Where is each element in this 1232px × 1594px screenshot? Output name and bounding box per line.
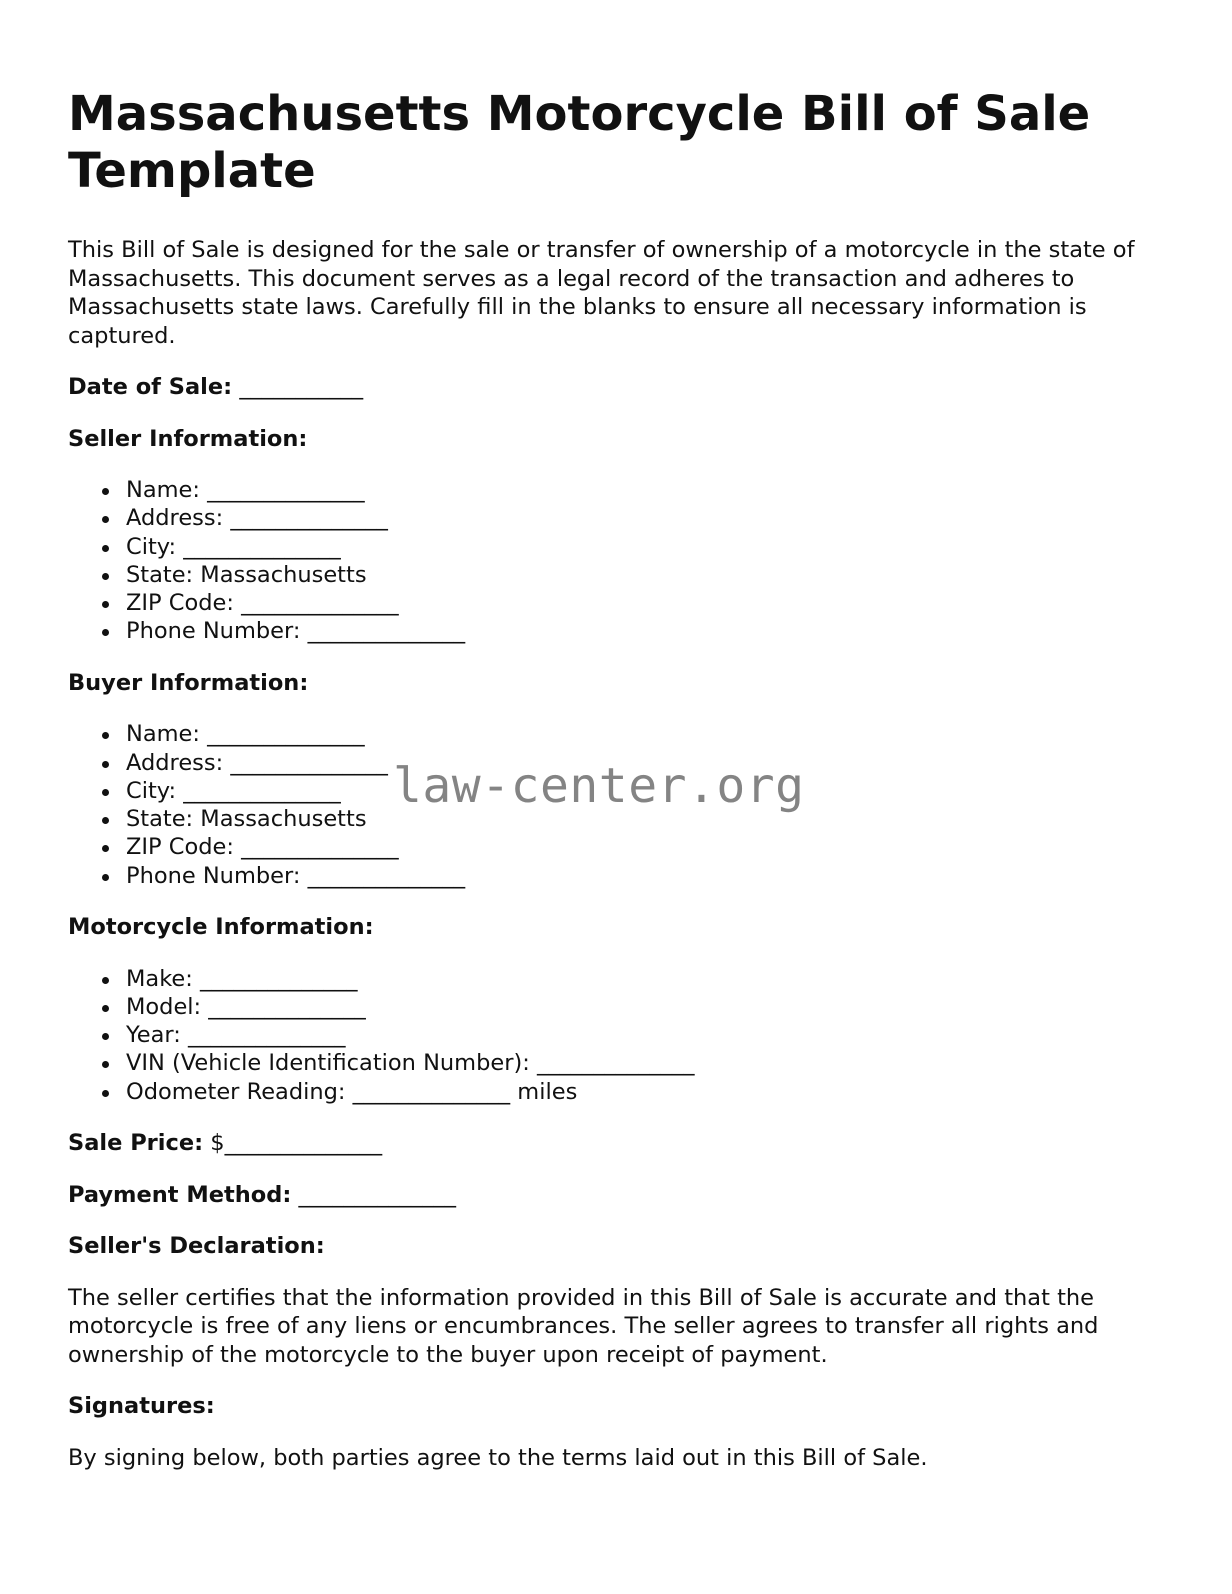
- motorcycle-list: [68, 965, 1168, 1106]
- declaration-paragraph: The seller certifies that the information provided in this Bill of Sale is accurate and that the motorcycle is free of any liens or encumbrances. The seller agrees to transfer all rights and ownership of the motorcycle to the buyer upon receipt of payment.: [68, 1284, 1099, 1368]
- seller-state-item: State: Massachusetts: [126, 561, 1168, 589]
- seller-heading: Seller Information:: [68, 425, 308, 452]
- sale-price-label: Sale Price:: [68, 1130, 204, 1157]
- seller-list: [68, 476, 1168, 646]
- payment-method-line: [68, 1181, 1168, 1210]
- seller-zip-item: ZIP Code: ______________: [126, 589, 1168, 617]
- seller-city-item: City: ______________: [126, 533, 1168, 561]
- intro-paragraph: This Bill of Sale is designed for the sale or transfer of ownership of a motorcycle in the state of Massachusetts. This document serves as a legal record of the transaction and adheres to Massachusetts state laws. Carefully fill in the blanks to ensure all necessary information is captured.: [68, 237, 1135, 349]
- seller-phone-item: Phone Number: ______________: [126, 617, 1168, 645]
- date-of-sale-blank: ___________: [239, 374, 364, 400]
- buyer-name-item: Name: ______________: [126, 720, 1168, 748]
- motorcycle-model-item: Model: ______________: [126, 993, 1168, 1021]
- motorcycle-heading: Motorcycle Information:: [68, 914, 374, 941]
- motorcycle-odometer-item: Odometer Reading: ______________ miles: [126, 1078, 1168, 1106]
- seller-name-item: Name: ______________: [126, 476, 1168, 504]
- signatures-heading: Signatures:: [68, 1393, 215, 1420]
- sale-price-line: [68, 1129, 1168, 1158]
- buyer-heading: Buyer Information:: [68, 669, 309, 696]
- watermark-text: law-center.org: [393, 758, 805, 814]
- payment-method-label: Payment Method:: [68, 1181, 292, 1208]
- buyer-state-item: State: Massachusetts: [126, 805, 1168, 833]
- buyer-phone-item: Phone Number: ______________: [126, 862, 1168, 890]
- buyer-address-item: Address: ______________: [126, 749, 1168, 777]
- motorcycle-year-item: Year: ______________: [126, 1021, 1168, 1049]
- payment-method-blank: ______________: [298, 1181, 456, 1208]
- declaration-heading: Seller's Declaration:: [68, 1233, 325, 1260]
- page-title: Massachusetts Motorcycle Bill of Sale Template: [68, 86, 1091, 199]
- date-of-sale-label: Date of Sale:: [68, 374, 233, 400]
- motorcycle-make-item: Make: ______________: [126, 965, 1168, 993]
- date-of-sale-line: [68, 373, 1168, 402]
- buyer-zip-item: ZIP Code: ______________: [126, 833, 1168, 861]
- seller-address-item: Address: ______________: [126, 504, 1168, 532]
- motorcycle-vin-item: VIN (Vehicle Identification Number): ______________: [126, 1049, 1168, 1077]
- sale-price-blank: $______________: [210, 1130, 383, 1157]
- signatures-paragraph: By signing below, both parties agree to the terms laid out in this Bill of Sale.: [68, 1444, 928, 1471]
- buyer-city-item: City: ______________: [126, 777, 1168, 805]
